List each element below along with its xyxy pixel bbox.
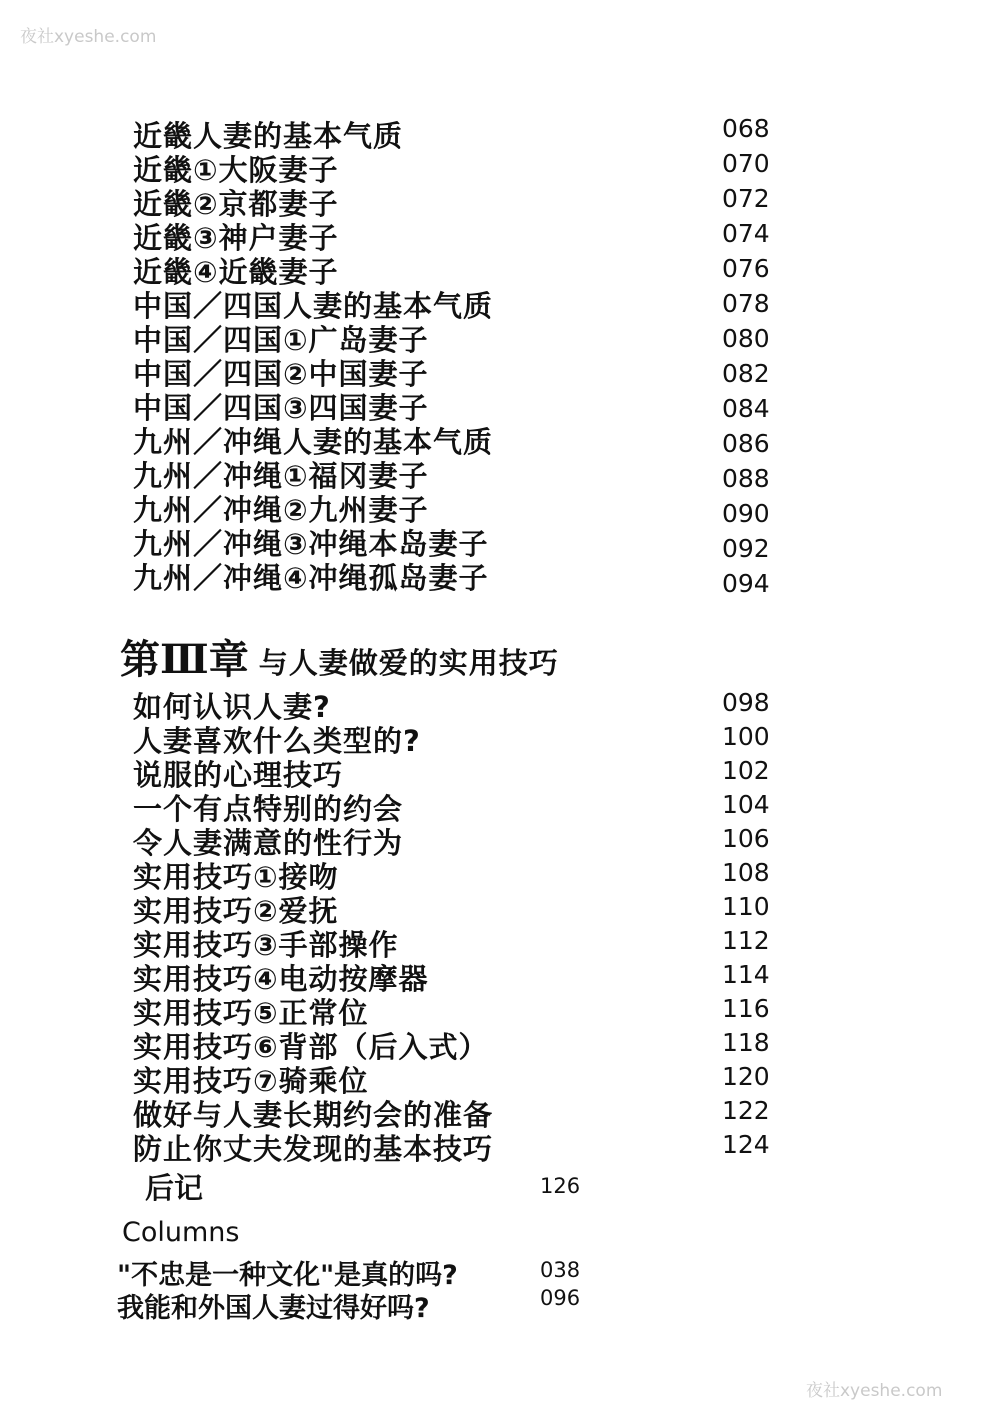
- toc-entry: [0, 991, 1000, 1030]
- toc-entry: [0, 787, 1000, 826]
- toc-entry: [0, 250, 1000, 289]
- toc-entry-title: 实用技巧⑦骑乘位: [133, 1064, 369, 1098]
- toc-entry-title: 中国／四国①广岛妻子: [133, 323, 429, 357]
- toc-entry: [0, 821, 1000, 860]
- toc-entry-title: 一个有点特别的约会: [133, 792, 404, 826]
- toc-entry: [0, 923, 1000, 962]
- toc-entry: [0, 1127, 1000, 1166]
- toc-entry: [0, 114, 1000, 153]
- toc-entry: [0, 386, 1000, 425]
- toc-entry-page: 090: [722, 499, 770, 528]
- toc-entry-title: 中国／四国人妻的基本气质: [133, 289, 494, 323]
- toc-entry-title: 令人妻满意的性行为: [133, 826, 404, 860]
- toc-entry-page: 110: [722, 892, 770, 921]
- columns-heading: Columns: [122, 1217, 240, 1248]
- toc-entry: [0, 488, 1000, 528]
- toc-entry-page: 120: [722, 1062, 770, 1091]
- toc-entry-title: 防止你丈夫发现的基本技巧: [133, 1132, 494, 1166]
- chapter-number: 第Ⅲ章: [120, 636, 249, 683]
- toc-entry-page: 122: [722, 1096, 770, 1125]
- toc-entry-title: 九州／冲绳②九州妻子: [133, 493, 429, 527]
- toc-entry-title: 做好与人妻长期约会的准备: [133, 1098, 494, 1132]
- toc-entry-title: 近畿②京都妻子: [133, 187, 339, 221]
- toc-entry: [0, 318, 1000, 357]
- toc-entry: [0, 1059, 1000, 1098]
- toc-entry-page: 094: [722, 569, 770, 598]
- toc-entry: [0, 753, 1000, 792]
- toc-entry-page: 112: [722, 926, 770, 955]
- toc-entry: [0, 957, 1000, 996]
- toc-entry: [0, 284, 1000, 323]
- toc-entry-page: 088: [722, 464, 770, 493]
- watermark-bottom: 夜社xyeshe.com: [806, 1381, 943, 1401]
- toc-entry: [0, 719, 1000, 758]
- toc-entry-title: 九州／冲绳①福冈妻子: [133, 459, 429, 493]
- toc-entry-page: 082: [722, 359, 770, 388]
- toc-entry: [0, 1025, 1000, 1064]
- toc-entry-page: 108: [722, 858, 770, 887]
- toc-entry-page: 076: [722, 254, 770, 283]
- toc-entry-title: 实用技巧①接吻: [133, 860, 339, 894]
- toc-entry-title: 实用技巧④电动按摩器: [133, 962, 429, 996]
- toc-entry: [0, 420, 1000, 459]
- column-entry-title: "不忠是一种文化"是真的吗?: [117, 1260, 458, 1291]
- toc-entry-page: 124: [722, 1130, 770, 1159]
- column-entry-page: 038: [540, 1258, 581, 1282]
- toc-entry-title: 如何认识人妻?: [133, 690, 331, 724]
- toc-entry-page: 072: [722, 184, 770, 213]
- toc-entry-title: 说服的心理技巧: [133, 758, 344, 792]
- toc-entry: [0, 556, 1000, 598]
- toc-entry: [0, 1093, 1000, 1132]
- toc-entry-page: 074: [722, 219, 770, 248]
- toc-entry-title: 实用技巧⑥背部（后入式）: [133, 1030, 489, 1064]
- toc-entry-page: 086: [722, 429, 770, 458]
- toc-entry: [0, 454, 1000, 493]
- toc-entry-title: 人妻喜欢什么类型的?: [133, 724, 421, 758]
- toc-entry-title: 近畿①大阪妻子: [133, 153, 339, 187]
- toc-entry-page: 102: [722, 756, 770, 785]
- toc-entry-page: 068: [722, 114, 770, 143]
- toc-entry-title: 近畿③神户妻子: [133, 221, 339, 255]
- toc-entry: [0, 855, 1000, 894]
- toc-entry-title: 九州／冲绳③冲绳本岛妻子: [133, 527, 489, 561]
- chapter-heading: [120, 628, 559, 685]
- toc-entry-page: 106: [722, 824, 770, 853]
- afterword-page: 126: [540, 1174, 581, 1198]
- toc-entry: [0, 216, 1000, 255]
- toc-entry-title: 中国／四国③四国妻子: [133, 391, 429, 425]
- toc-entry: [0, 889, 1000, 928]
- toc-entry-title: 九州／冲绳人妻的基本气质: [133, 425, 494, 459]
- toc-entry-page: 118: [722, 1028, 770, 1057]
- toc-entry-page: 092: [722, 534, 770, 563]
- toc-entry-page: 098: [722, 688, 770, 717]
- toc-entry-page: 116: [722, 994, 770, 1023]
- toc-entry: [0, 182, 1000, 221]
- toc-entry-title: 实用技巧⑤正常位: [133, 996, 369, 1030]
- toc-entry-page: 100: [722, 722, 770, 751]
- toc-entry-title: 九州／冲绳④冲绳孤岛妻子: [133, 561, 489, 595]
- toc-entry: [0, 685, 1000, 724]
- column-entry-title: 我能和外国人妻过得好吗?: [117, 1293, 430, 1324]
- afterword-title: 后记: [145, 1171, 204, 1205]
- toc-entry-title: 中国／四国②中国妻子: [133, 357, 429, 391]
- toc-entry: [0, 522, 1000, 563]
- toc-entry-page: 080: [722, 324, 770, 353]
- toc-entry-page: 078: [722, 289, 770, 318]
- toc-entry: [0, 148, 1000, 187]
- toc-entry-title: 近畿④近畿妻子: [133, 255, 339, 289]
- toc-entry-page: 104: [722, 790, 770, 819]
- chapter-title: 与人妻做爱的实用技巧: [258, 646, 559, 680]
- toc-entry-page: 114: [722, 960, 770, 989]
- toc-entry: [0, 352, 1000, 391]
- toc-entry-page: 070: [722, 149, 770, 178]
- watermark-top: 夜社xyeshe.com: [20, 27, 157, 47]
- toc-entry-title: 实用技巧②爱抚: [133, 894, 339, 928]
- toc-entry-title: 实用技巧③手部操作: [133, 928, 399, 962]
- column-entry-page: 096: [540, 1286, 581, 1310]
- toc-entry-page: 084: [722, 394, 770, 423]
- toc-entry-title: 近畿人妻的基本气质: [133, 119, 404, 153]
